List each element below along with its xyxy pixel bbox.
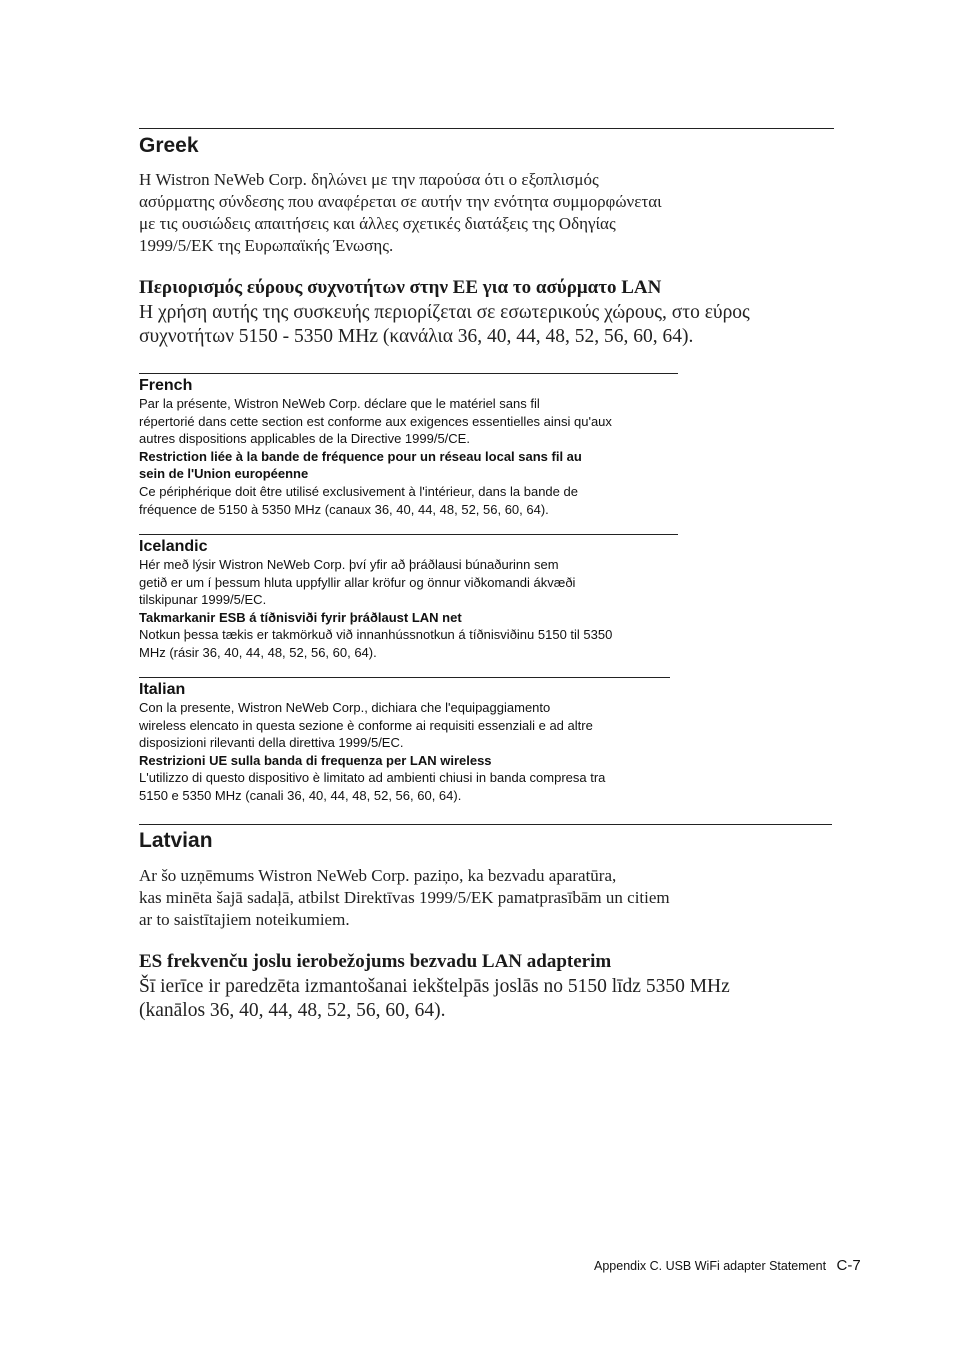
- greek-section: [139, 134, 750, 349]
- latvian-declaration-line: kas minēta šajā sadaļā, atbilst Direktīvas 1999/5/EK pamatprasībām un citiem: [139, 888, 670, 907]
- french-heading: French: [139, 377, 193, 394]
- latvian-restriction-heading: ES frekvenču joslu ierobežojums bezvadu LAN adapterim: [139, 951, 612, 972]
- greek-restriction-text: [139, 301, 750, 349]
- greek-declaration-line: Η Wistron NeWeb Corp. δηλώνει με την παρούσα ότι ο εξοπλισμός: [139, 170, 599, 189]
- latvian-restriction-line: Šī ierīce ir paredzēta izmantošanai iekštelpās joslās no 5150 līdz 5350 MHz: [139, 976, 730, 997]
- italian-restriction-text: [139, 769, 605, 804]
- latvian-restriction-line: (kanālos 36, 40, 44, 48, 52, 56, 60, 64).: [139, 1000, 446, 1021]
- italian-declaration-line: disposizioni rilevanti della direttiva 1999/5/EC.: [139, 735, 404, 751]
- latvian-declaration-line: ar to saistītajiem noteikumiem.: [139, 910, 350, 929]
- icelandic-heading: Icelandic: [139, 538, 208, 555]
- icelandic-top-rule: [139, 534, 678, 535]
- latvian-restriction-text: [139, 975, 730, 1023]
- french-restriction-line: Ce périphérique doit être utilisé exclusivement à l'intérieur, dans la bande de: [139, 483, 578, 499]
- latvian-section: [139, 829, 730, 1023]
- french-declaration-line: répertorié dans cette section est conforme aux exigences essentielles ainsi qu'aux: [139, 413, 612, 429]
- french-declaration-line: Par la présente, Wistron NeWeb Corp. déclare que le matériel sans fil: [139, 396, 540, 411]
- italian-declaration-line: Con la presente, Wistron NeWeb Corp., dichiara che l'equipaggiamento: [139, 700, 551, 715]
- french-declaration-line: autres dispositions applicables de la Directive 1999/5/CE.: [139, 431, 470, 447]
- italian-heading: Italian: [139, 681, 186, 698]
- greek-restriction-line: συχνοτήτων 5150 - 5350 MHz (κανάλια 36, 40, 44, 48, 52, 56, 60, 64).: [139, 326, 694, 347]
- latvian-declaration-line: Ar šo uzņēmums Wistron NeWeb Corp. paziņo, ka bezvadu aparatūra,: [139, 866, 617, 885]
- french-top-rule: [139, 373, 678, 374]
- greek-restriction-heading: Περιορισμός εύρους συχνοτήτων στην ΕΕ για το ασύρματο LAN: [139, 277, 662, 298]
- italian-section: [139, 681, 605, 805]
- italian-restriction-heading: Restrizioni UE sulla banda di frequenza per LAN wireless: [139, 752, 492, 768]
- greek-declaration-line: 1999/5/ΕΚ της Ευρωπαϊκής Ένωσης.: [139, 236, 394, 255]
- greek-declaration: [139, 169, 750, 257]
- icelandic-declaration: [139, 556, 612, 609]
- page-number: C-7: [836, 1257, 861, 1274]
- greek-restriction-line: Η χρήση αυτής της συσκευής περιορίζεται σε εσωτερικούς χώρους, στο εύρος: [139, 302, 750, 323]
- french-restriction-text: [139, 483, 612, 518]
- french-restriction-line: fréquence de 5150 à 5350 MHz (canaux 36, 40, 44, 48, 52, 56, 60, 64).: [139, 501, 549, 517]
- french-declaration: [139, 395, 612, 448]
- icelandic-declaration-line: Hér með lýsir Wistron NeWeb Corp. því yfir að þráðlausi búnaðurinn sem: [139, 557, 559, 572]
- italian-top-rule: [139, 677, 670, 678]
- latvian-heading: Latvian: [139, 829, 213, 852]
- footer-text: Appendix C. USB WiFi adapter Statement: [594, 1259, 827, 1273]
- icelandic-restriction-heading: Takmarkanir ESB á tíðnisviði fyrir þráðlaust LAN net: [139, 609, 462, 625]
- italian-declaration: [139, 699, 605, 752]
- icelandic-restriction-text: [139, 626, 612, 661]
- latvian-declaration: [139, 865, 730, 931]
- icelandic-declaration-line: tilskipunar 1999/5/EC.: [139, 592, 267, 608]
- greek-declaration-line: ασύρματης σύνδεσης που αναφέρεται σε αυτήν την ενότητα συμμορφώνεται: [139, 192, 662, 211]
- icelandic-declaration-line: getið er um í þessum hluta uppfyllir allar kröfur og önnur viðkomandi ákvæði: [139, 574, 576, 590]
- italian-declaration-line: wireless elencato in questa sezione è conforme ai requisiti essenziali e ad altre: [139, 717, 593, 733]
- italian-restriction-line: L'utilizzo di questo dispositivo è limitato ad ambienti chiusi in banda compresa tra: [139, 770, 606, 786]
- french-section: [139, 377, 612, 518]
- latvian-top-rule: [139, 824, 832, 825]
- italian-restriction-line: 5150 e 5350 MHz (canali 36, 40, 44, 48, 52, 56, 60, 64).: [139, 787, 462, 803]
- french-restriction-heading-line: Restriction liée à la bande de fréquence pour un réseau local sans fil au: [139, 448, 582, 464]
- french-restriction-heading-line: sein de l'Union européenne: [139, 466, 309, 482]
- icelandic-restriction-line: MHz (rásir 36, 40, 44, 48, 52, 56, 60, 64).: [139, 644, 377, 660]
- icelandic-restriction-line: Notkun þessa tækis er takmörkuð við innanhússnotkun á tíðnisviðinu 5150 til 5350: [139, 627, 613, 643]
- page-footer: [594, 1257, 861, 1275]
- greek-heading: Greek: [139, 134, 199, 157]
- greek-top-rule: [139, 128, 834, 129]
- greek-declaration-line: με τις ουσιώδεις απαιτήσεις και άλλες σχετικές διατάξεις της Οδηγίας: [139, 214, 616, 233]
- icelandic-section: [139, 538, 612, 662]
- french-restriction-heading: [139, 448, 612, 483]
